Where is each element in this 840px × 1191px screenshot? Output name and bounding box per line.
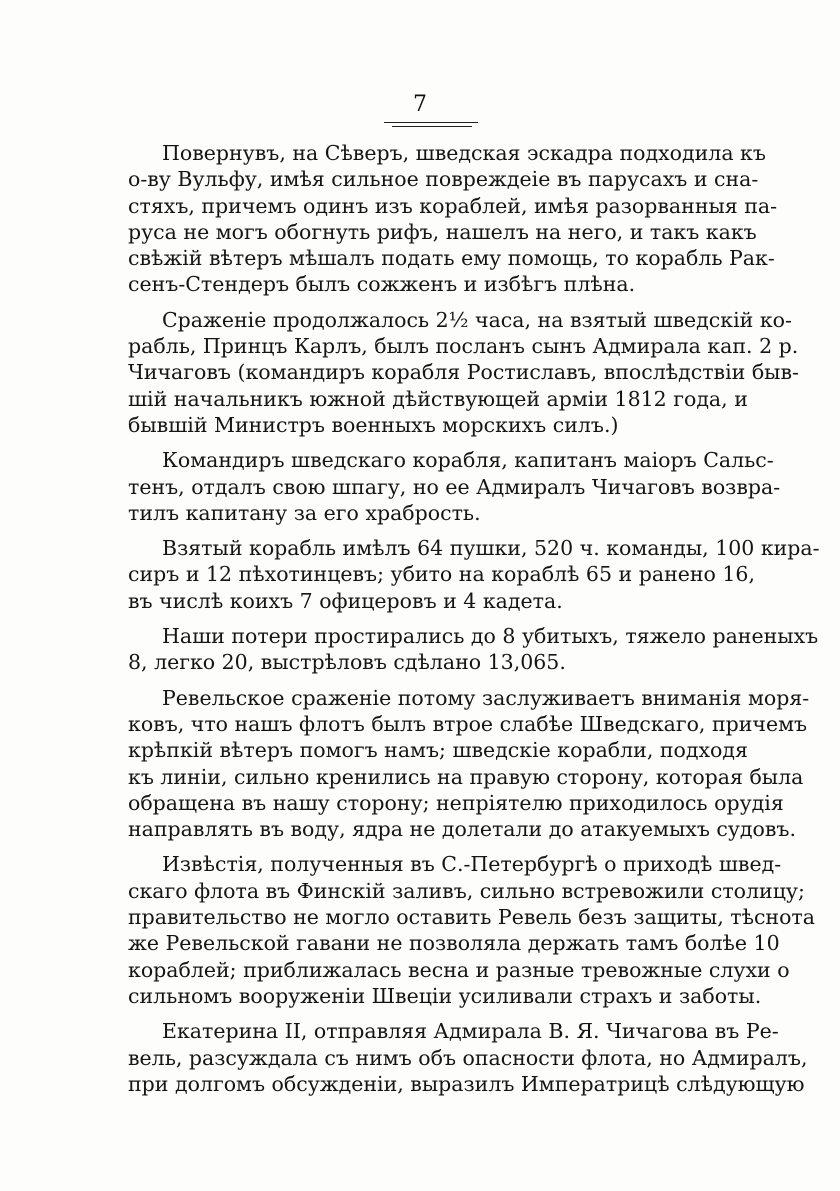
text-line: Взятый корабль имѣлъ 64 пушки, 520 ч. команды, 100 кира- bbox=[162, 536, 820, 561]
text-line: скаго флота въ Финскій заливъ, сильно встревожили столицу; bbox=[128, 878, 805, 903]
text-line: Командиръ шведскаго корабля, капитанъ маіоръ Сальс- bbox=[162, 448, 774, 473]
text-line: же Ревельской гавани не позволяла держать тамъ болѣе 10 bbox=[128, 931, 780, 956]
text-line: въ числѣ коихъ 7 офицеровъ и 4 кадета. bbox=[128, 588, 563, 613]
text-line: при долгомъ обсужденіи, выразилъ Императрицѣ слѣдующую bbox=[128, 1071, 805, 1096]
text-line: Сраженіе продолжалось 2½ часа, на взятый шведскій ко- bbox=[162, 307, 792, 332]
paragraph bbox=[128, 623, 819, 676]
paragraph bbox=[128, 851, 816, 1009]
text-line: о-ву Вульфу, имѣя сильное повреждеіе въ парусахъ и сна- bbox=[128, 167, 759, 192]
text-line: руса не могъ обогнуть рифъ, нашелъ на него, и такъ какъ bbox=[128, 219, 757, 244]
text-line: бывшій Министръ военныхъ морскихъ силъ.) bbox=[128, 412, 619, 437]
text-line: сильномъ вооруженіи Швеціи усиливали страхъ и заботы. bbox=[128, 983, 762, 1008]
text-line: сиръ и 12 пѣхотинцевъ; убито на кораблѣ 65 и ранено 16, bbox=[128, 562, 755, 587]
text-line: обращена въ нашу сторону; непріятелю приходилось орудія bbox=[128, 790, 784, 815]
text-line: вель, разсуждала съ нимъ объ опасности флота, но Адмиралъ, bbox=[128, 1045, 808, 1070]
text-line: Повернувъ, на Сѣверъ, шведская эскадра подходила къ bbox=[162, 141, 766, 165]
text-line: направлять въ воду, ядра не долетали до атакуемыхъ судовъ. bbox=[128, 817, 796, 842]
text-line: Чичаговъ (командиръ корабля Ростиславъ, впослѣдствіи быв- bbox=[128, 360, 799, 385]
text-line: свѣжій вѣтеръ мѣшалъ подать ему помощь, то корабль Рак- bbox=[128, 246, 775, 271]
paragraph bbox=[128, 447, 781, 526]
text-line: сенъ-Стендеръ былъ сожженъ и избѣгъ плѣна. bbox=[128, 272, 636, 297]
text-line: Извѣстія, полученныя въ С.-Петербургѣ о приходѣ швед- bbox=[162, 852, 782, 877]
header-rule-inner bbox=[392, 126, 472, 127]
page-text bbox=[128, 140, 820, 1097]
paragraph bbox=[128, 535, 820, 614]
text-line: рабль, Принцъ Карлъ, былъ посланъ сынъ Адмирала кап. 2 р. bbox=[128, 334, 799, 359]
paragraph bbox=[128, 1018, 808, 1097]
header-rule bbox=[384, 122, 478, 123]
text-line: тилъ капитану за его храбрость. bbox=[128, 500, 481, 525]
text-line: стяхъ, причемъ одинъ изъ кораблей, имѣя разорванныя па- bbox=[128, 193, 778, 218]
text-line: 8, легко 20, выстрѣловъ сдѣлано 13,065. bbox=[128, 650, 566, 675]
text-line: Екатерина II, отправляя Адмирала В. Я. Чичагова въ Ре- bbox=[162, 1019, 779, 1044]
paragraph bbox=[128, 685, 810, 843]
text-line: Наши потери простирались до 8 убитыхъ, тяжело раненыхъ bbox=[162, 624, 819, 649]
page-number: 7 bbox=[413, 92, 427, 117]
text-line: тенъ, отдалъ свою шпагу, но ее Адмиралъ Чичаговъ возвра- bbox=[128, 474, 781, 499]
text-line: правительство не могло оставить Ревель безъ защиты, тѣснота bbox=[128, 905, 816, 930]
text-line: шій начальникъ южной дѣйствующей арміи 1812 года, и bbox=[128, 386, 748, 411]
text-line: къ линіи, сильно кренились на правую сторону, которая была bbox=[128, 764, 804, 789]
paragraph bbox=[128, 307, 799, 438]
text-line: крѣпкій вѣтеръ помогъ намъ; шведскіе корабли, подходя bbox=[128, 738, 748, 763]
text-line: ковъ, что нашъ флотъ былъ втрое слабѣе Шведскаго, причемъ bbox=[128, 711, 808, 736]
paragraph bbox=[128, 140, 778, 298]
text-line: Ревельское сраженіе потому заслуживаетъ вниманія моря- bbox=[162, 685, 810, 710]
text-line: кораблей; приближалась весна и разные тревожные слухи о bbox=[128, 957, 790, 982]
